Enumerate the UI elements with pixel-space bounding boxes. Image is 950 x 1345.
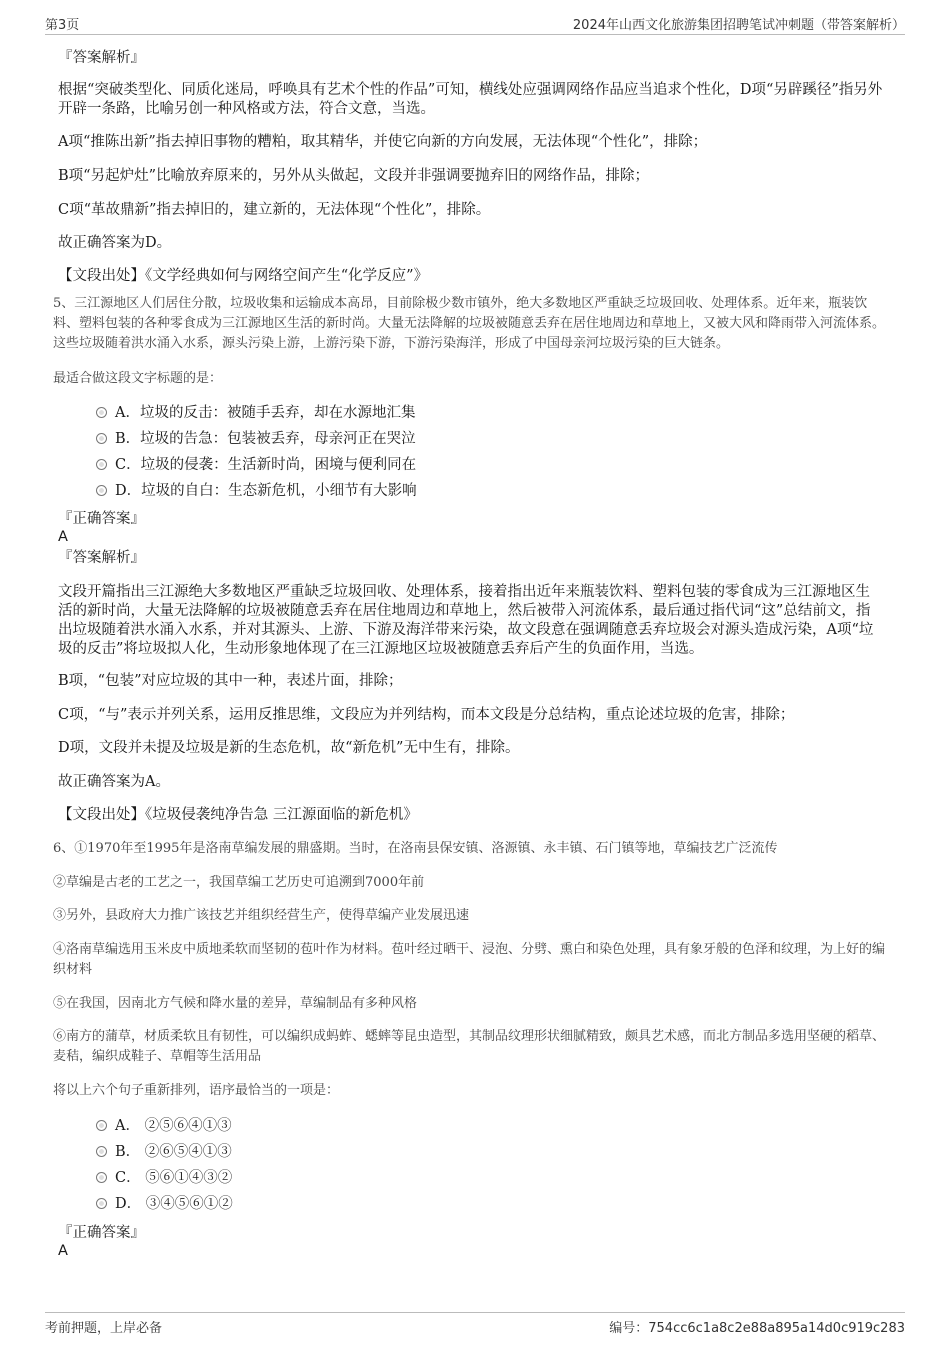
q6-sentence-2: ②草编是古老的工艺之一，我国草编工艺历史可追溯到7000年前 <box>53 875 425 890</box>
q4-analysis-p1: 根据“突破类型化、同质化迷局，呼唤具有艺术个性的作品”可知，横线处应强调网络作品应当追求个性化，D项“另辟蹊径”指另外开辟一条路，比喻另创一种风格或方法，符合文意，当选。 <box>58 82 883 117</box>
page-number: 第3页 <box>45 18 80 33</box>
q5-source: 【文段出处】《垃圾侵袭纯净告急 三江源面临的新危机》 <box>58 807 418 823</box>
q4-analysis-p3: B项“另起炉灶”比喻放弃原来的，另外从头做起，文段并非强调要抛弃旧的网络作品，排除； <box>58 168 649 184</box>
document-title: 2024年山西文化旅游集团招聘笔试冲刺题（带答案解析） <box>572 18 905 33</box>
q5-analysis-p4: D项，文段并未提及垃圾是新的生态危机，故“新危机”无中生有，排除。 <box>58 740 520 756</box>
radio-icon[interactable] <box>96 1198 107 1209</box>
radio-icon[interactable] <box>96 433 107 444</box>
q6-sentence-4: ④洛南草编选用玉米皮中质地柔软而坚韧的苞叶作为材料。苞叶经过晒干、浸泡、分劈、熏白和染色处理，具有象牙般的色泽和纹理，为上好的编织材料 <box>53 942 886 977</box>
q5-prompt: 最适合做这段文字标题的是： <box>53 371 223 386</box>
footer-slogan: 考前押题，上岸必备 <box>45 1321 163 1336</box>
q4-analysis-label: 『答案解析』 <box>58 50 145 66</box>
q5-stem: 5、三江源地区人们居住分散，垃圾收集和运输成本高昂，目前除极少数市镇外，绝大多数地区严重缺乏垃圾回收、处理体系。近年来，瓶装饮料、塑料包装的各种零食成为三江源地区生活的新时尚。大量无法降解的垃圾被随意丢弃在居住地周边和草地上，又被大风和降雨带入河流体系。这些垃圾随着洪水涌入水系，源头污染上游，上游污染下游，下游污染海洋，形成了中国母亲河垃圾污染的巨大链条。 <box>53 296 886 351</box>
q5-analysis-p1: 文段开篇指出三江源绝大多数地区严重缺乏垃圾回收、处理体系，接着指出近年来瓶装饮料、塑料包装的零食成为三江源地区生活的新时尚，大量无法降解的垃圾被随意丢弃在居住地周边和草地上，然后被带入河流体系，最后通过指代词“这”总结前文，指出垃圾随着洪水涌入水系，并对其源头、上游、下游及海洋带来污染，故文段意在强调随意丢弃垃圾会对源头造成污染，A项“垃圾的反击”将垃圾拟人化，生动形象地体现了在三江源地区垃圾被随意丢弃后产生的负面作用，当选。 <box>58 584 874 657</box>
radio-icon[interactable] <box>96 459 107 470</box>
q5-answer: A <box>58 529 68 545</box>
q4-analysis-p4: C项“革故鼎新”指去掉旧的，建立新的，无法体现“个性化”，排除。 <box>58 202 491 218</box>
q6-answer: A <box>58 1243 68 1259</box>
q6-answer-label: 『正确答案』 <box>58 1225 145 1241</box>
q5-answer-label: 『正确答案』 <box>58 511 145 527</box>
q6-option-b[interactable]: B． ②⑥⑤④①③ <box>96 1142 232 1162</box>
q4-analysis-p2: A项“推陈出新”指去掉旧事物的糟粕，取其精华，并使它向新的方向发展，无法体现“个性化”，排除； <box>58 134 708 150</box>
q6-option-a[interactable]: A． ②⑤⑥④①③ <box>96 1116 232 1136</box>
q4-conclusion: 故正确答案为D。 <box>58 235 172 251</box>
q5-analysis-label: 『答案解析』 <box>58 550 145 566</box>
q6-sentence-6: ⑥南方的蒲草，材质柔软且有韧性，可以编织成蚂蚱、蟋蟀等昆虫造型，其制品纹理形状细腻精致，颇具艺术感，而北方制品多选用坚硬的稻草、麦秸，编织成鞋子、草帽等生活用品 <box>53 1029 886 1064</box>
q5-option-c[interactable]: C．垃圾的侵袭：生活新时尚，困境与便利同在 <box>96 455 416 475</box>
q4-source: 【文段出处】《文学经典如何与网络空间产生“化学反应”》 <box>58 268 429 284</box>
q5-conclusion: 故正确答案为A。 <box>58 774 170 790</box>
radio-icon[interactable] <box>96 485 107 496</box>
page-header <box>45 0 905 35</box>
q6-sentence-1: 6、①1970年至1995年是洛南草编发展的鼎盛期。当时，在洛南县保安镇、洛源镇、永丰镇、石门镇等地，草编技艺广泛流传 <box>53 841 778 856</box>
radio-icon[interactable] <box>96 1172 107 1183</box>
page-footer <box>45 1312 905 1343</box>
radio-icon[interactable] <box>96 407 107 418</box>
radio-icon[interactable] <box>96 1120 107 1131</box>
q5-option-a[interactable]: A．垃圾的反击：被随手丢弃，却在水源地汇集 <box>96 403 415 423</box>
q5-option-b[interactable]: B．垃圾的告急：包装被丢弃，母亲河正在哭泣 <box>96 429 416 449</box>
q6-option-c[interactable]: C． ⑤⑥①④③② <box>96 1168 232 1188</box>
q6-prompt: 将以上六个句子重新排列，语序最恰当的一项是： <box>53 1083 340 1098</box>
q5-analysis-p3: C项，“与”表示并列关系，运用反推思维，文段应为并列结构，而本文段是分总结构，重点论述垃圾的危害，排除； <box>58 707 795 723</box>
q6-option-d[interactable]: D． ③④⑤⑥①② <box>96 1194 233 1214</box>
q6-sentence-3: ③另外，县政府大力推广该技艺并组织经营生产，使得草编产业发展迅速 <box>53 908 470 923</box>
q6-sentence-5: ⑤在我国，因南北方气候和降水量的差异，草编制品有多种风格 <box>53 996 418 1011</box>
radio-icon[interactable] <box>96 1146 107 1157</box>
q5-analysis-p2: B项，“包装”对应垃圾的其中一种，表述片面，排除； <box>58 673 403 689</box>
q5-option-d[interactable]: D．垃圾的自白：生态新危机，小细节有大影响 <box>96 481 417 501</box>
document-id: 编号：754cc6c1a8c2e88a895a14d0c919c283 <box>609 1321 905 1336</box>
